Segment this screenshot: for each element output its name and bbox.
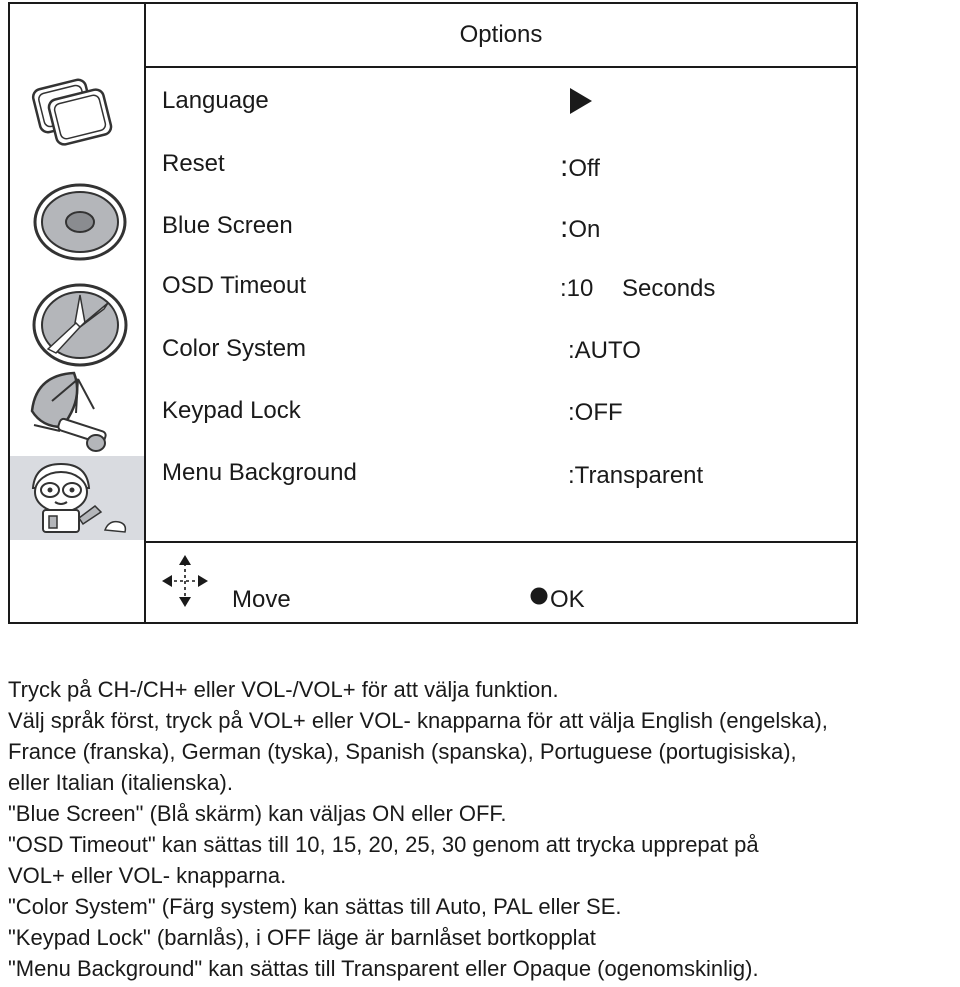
menu-item-blue-screen[interactable]: Blue Screen — [162, 212, 293, 239]
instruction-line: VOL+ eller VOL- knapparna. — [8, 863, 287, 888]
blue-screen-value[interactable] — [560, 213, 600, 245]
sidebar-item-sound[interactable] — [10, 164, 144, 274]
menu-title: Options — [146, 4, 856, 68]
reset-value-text: Off — [568, 155, 600, 182]
osd-timeout-unit: Seconds — [622, 275, 716, 302]
instruction-line: "Keypad Lock" (barnlås), i OFF läge är barnlåset bortkopplat — [8, 925, 596, 950]
keypad-lock-value[interactable]: :OFF — [568, 399, 623, 426]
time-icon — [22, 279, 132, 369]
menu-item-reset[interactable]: Reset — [162, 150, 225, 177]
instruction-line: France (franska), German (tyska), Spanish (spanska), Portuguese (portugisiska), — [8, 739, 797, 764]
instruction-line: "Blue Screen" (Blå skärm) kan väljas ON eller OFF. — [8, 801, 507, 826]
instruction-line: "Color System" (Färg system) kan sättas till Auto, PAL eller SE. — [8, 894, 622, 919]
menu-item-osd-timeout[interactable]: OSD Timeout — [162, 272, 307, 299]
picture-icon — [22, 72, 132, 152]
instruction-line: Tryck på CH-/CH+ eller VOL-/VOL+ för att välja funktion. — [8, 677, 559, 702]
right-arrow-icon[interactable] — [568, 86, 594, 116]
sidebar-item-channel[interactable] — [10, 369, 144, 454]
menu-category-sidebar — [10, 4, 146, 622]
menu-item-menu-background[interactable]: Menu Background — [162, 459, 357, 486]
menu-item-color-system[interactable]: Color System — [162, 335, 307, 362]
osd-menu-panel — [8, 2, 858, 624]
instruction-line: "OSD Timeout" kan sättas till 10, 15, 20, 25, 30 genom att trycka upprepat på — [8, 832, 759, 857]
ok-bullet-icon — [530, 587, 548, 605]
move-label: Move — [232, 586, 291, 613]
blue-screen-value-colon: : — [560, 211, 569, 244]
menu-footer — [146, 541, 856, 622]
menu-item-keypad-lock[interactable]: Keypad Lock — [162, 397, 301, 424]
instruction-line: "Menu Background" kan sättas till Transparent eller Opaque (ogenomskinlig). — [8, 956, 759, 981]
sound-icon — [22, 174, 132, 264]
sidebar-item-options[interactable] — [10, 456, 144, 540]
blue-screen-value-text: On — [568, 216, 601, 243]
reset-value[interactable] — [560, 152, 600, 184]
color-system-value[interactable]: :AUTO — [568, 337, 641, 364]
move-arrows-icon — [162, 555, 208, 607]
menu-background-value[interactable]: :Transparent — [568, 462, 704, 489]
instructions-text — [8, 674, 958, 984]
instruction-line: Välj språk först, tryck på VOL+ eller VOL- knapparna för att välja English (engelska), — [8, 708, 828, 733]
instruction-line: eller Italian (italienska). — [8, 770, 233, 795]
ok-label: OK — [550, 586, 585, 613]
reset-value-colon: : — [560, 150, 569, 183]
sidebar-item-time[interactable] — [10, 279, 144, 369]
osd-timeout-value[interactable]: :10 — [560, 275, 594, 302]
menu-item-language[interactable]: Language — [162, 87, 269, 114]
channel-icon — [22, 369, 132, 454]
options-icon — [17, 458, 137, 538]
sidebar-item-picture[interactable] — [10, 66, 144, 158]
